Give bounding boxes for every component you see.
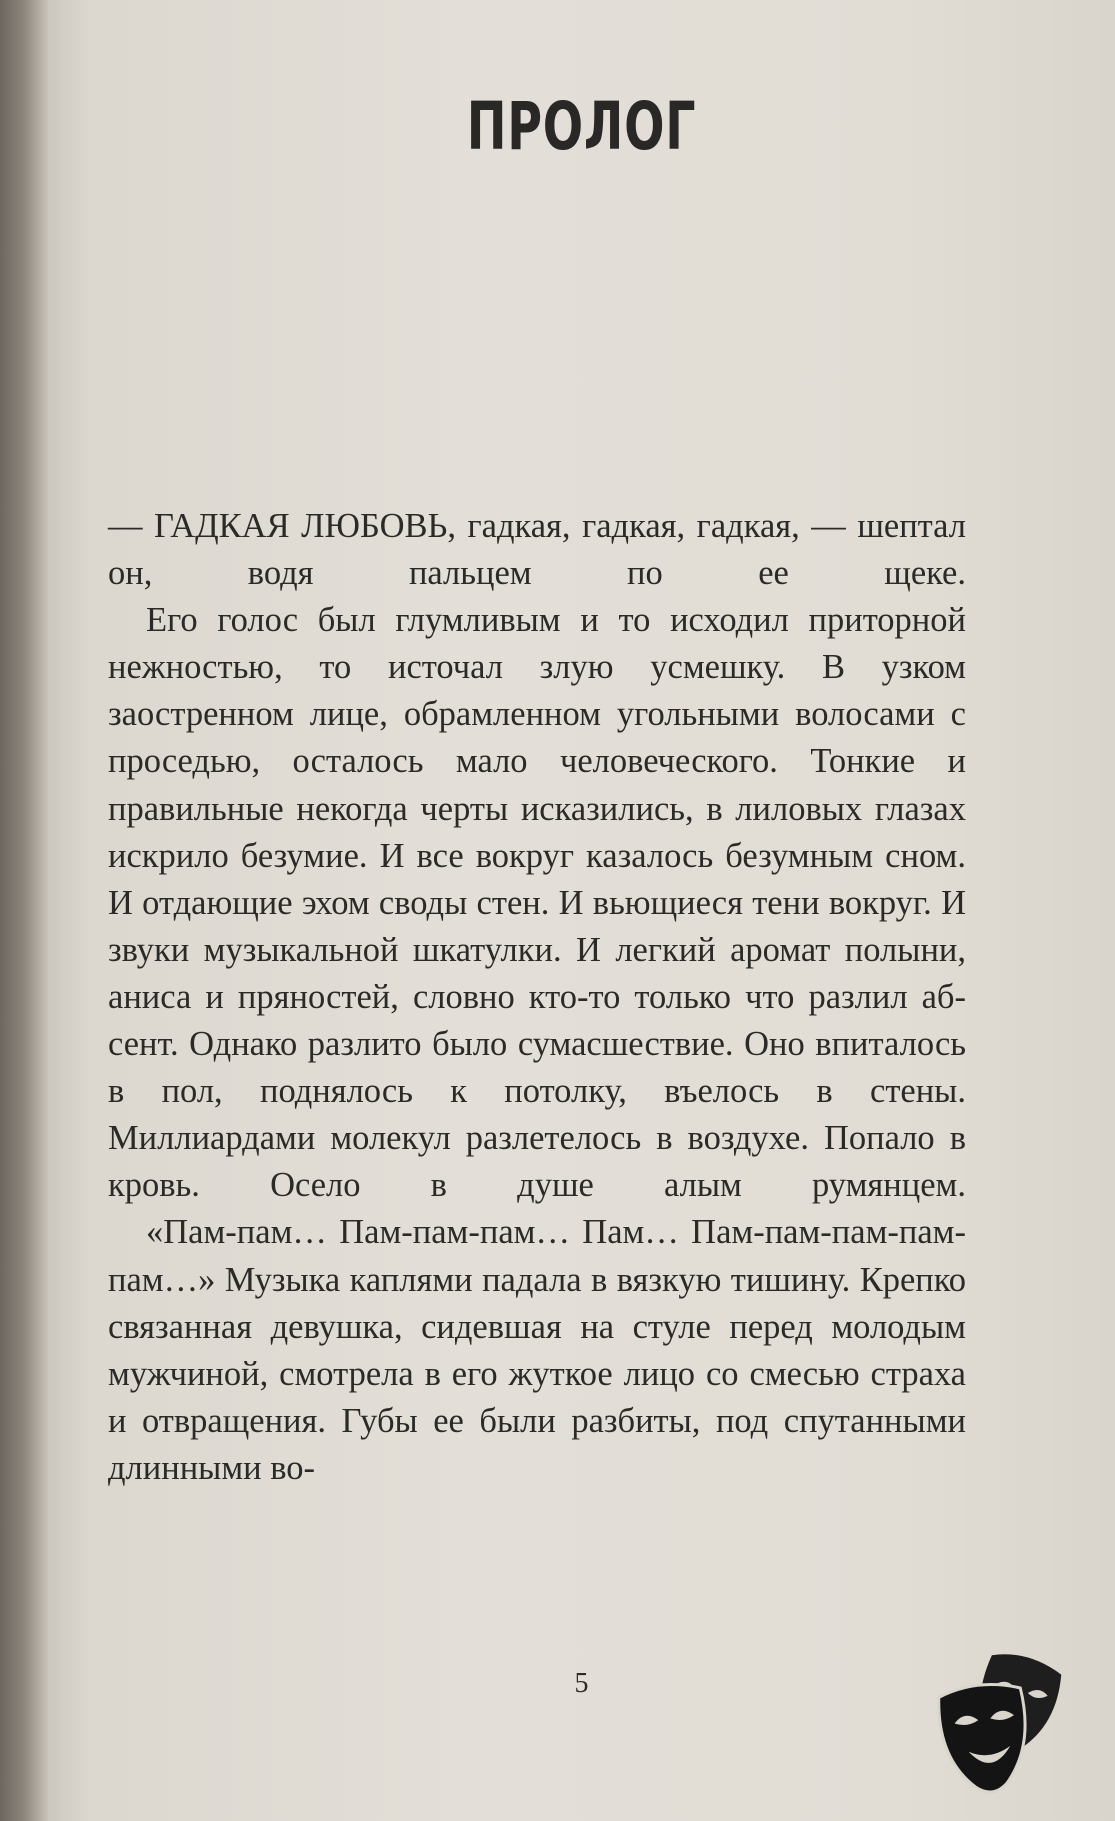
chapter-title: ПРОЛОГ xyxy=(466,88,697,165)
body-text xyxy=(108,503,966,1492)
theater-masks-icon xyxy=(928,1640,1098,1810)
book-spine xyxy=(0,0,52,1821)
page-number: 5 xyxy=(574,1668,589,1699)
book-page xyxy=(48,0,1115,1821)
paragraph-1: — ГАДКАЯ ЛЮБОВЬ, гадкая, гадкая, гадкая, — шептал он, водя пальцем по ее щеке. xyxy=(108,507,966,593)
paragraph-2: Его голос был глумливым и то исходил приторной нежностью, то источал злую усмешку. В узком заостренном лице, обрамленном угольными волосами с проседью, осталось мало человеческого. Тонкие и правильные некогда черты исказились, в лиловых глазах искрило безумие. И все вокруг казалось безумным сном. И отдающие эхом своды стен. И вьющиеся тени вокруг. И звуки музыкальной шкатулки. И легкий аромат полыни, аниса и пряностей, словно кто-то только что разлил абсент. Однако разлито было сумасшествие. Оно впиталось в пол, поднялось к потолку, въелось в стены. Миллиардами молекул разлетелось в воздухе. Попало в кровь. Осело в душе алым румянцем. xyxy=(108,601,966,1205)
paragraph-3: «Пам-пам… Пам-пам-пам… Пам… Пам-пам-пам-пам-пам…» Музыка каплями падала в вязкую тишину. Крепко связанная девушка, сидевшая на стуле перед молодым мужчиной, смотрела в его жуткое лицо со смесью страха и отвращения. Губы ее были разбиты, под спутанными длинными во- xyxy=(108,1213,966,1487)
